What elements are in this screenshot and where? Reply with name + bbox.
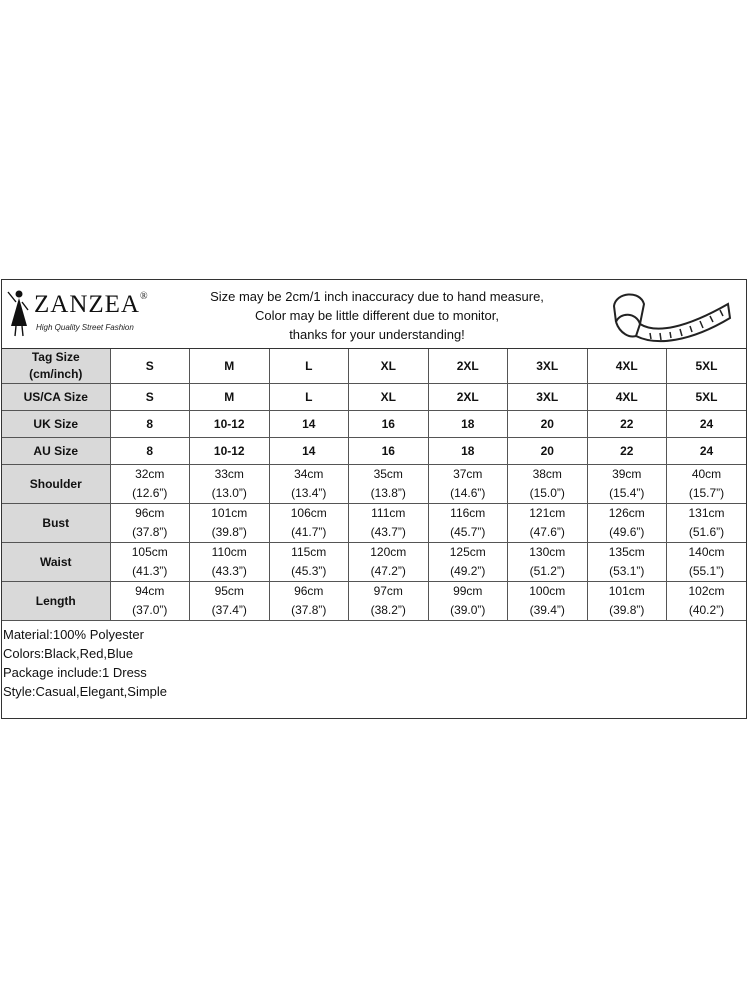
cell-value: 5XL <box>695 390 718 404</box>
table-cell <box>587 504 667 543</box>
table-cell <box>349 349 429 384</box>
cell-value: 2XL <box>456 359 479 373</box>
cell-inches: (49.2”) <box>450 564 486 578</box>
product-details <box>2 621 746 701</box>
cell-value: 96cm <box>294 584 324 598</box>
cell-value: 131cm <box>688 506 725 520</box>
cell-value: L <box>305 390 313 404</box>
table-cell <box>667 384 747 411</box>
table-cell <box>349 543 429 582</box>
table-cell <box>110 465 190 504</box>
row-label <box>2 384 110 411</box>
table-cell <box>667 438 747 465</box>
cell-inches: (40.2”) <box>688 603 725 617</box>
material-text: Material:100% Polyester <box>3 627 144 642</box>
table-cell <box>587 465 667 504</box>
cell-inches: (13.0”) <box>211 486 247 500</box>
cell-value: 120cm <box>370 545 407 559</box>
table-cell <box>587 411 667 438</box>
table-cell <box>508 543 588 582</box>
table-cell <box>110 543 190 582</box>
table-cell <box>269 438 349 465</box>
cell-value: 18 <box>461 444 475 458</box>
table-cell <box>269 411 349 438</box>
cell-inches: (15.4”) <box>609 486 645 500</box>
row-label-line: Waist <box>39 554 72 569</box>
measuring-tape-icon <box>606 284 734 344</box>
cell-value: 8 <box>146 417 154 431</box>
cell-inches: (15.0”) <box>529 486 565 500</box>
cell-value: 121cm <box>529 506 566 520</box>
cell-inches: (37.8”) <box>132 525 168 539</box>
table-cell <box>667 582 747 621</box>
cell-value: 18 <box>461 417 475 431</box>
table-cell <box>667 465 747 504</box>
cell-value: 3XL <box>536 390 559 404</box>
row-label-line: Shoulder <box>29 476 82 491</box>
notice-line: Color may be little different due to monitor, <box>255 308 499 323</box>
cell-value: M <box>224 390 235 404</box>
cell-inches: (45.3”) <box>291 564 327 578</box>
cell-value: 99cm <box>453 584 483 598</box>
cell-value: 96cm <box>135 506 165 520</box>
table-cell <box>349 504 429 543</box>
cell-value: 126cm <box>608 506 645 520</box>
cell-value: XL <box>380 390 396 404</box>
table-cell <box>508 411 588 438</box>
table-row <box>2 349 746 384</box>
table-cell <box>428 411 508 438</box>
table-cell <box>667 411 747 438</box>
cell-value: 24 <box>699 417 714 431</box>
row-label <box>2 582 110 621</box>
table-cell <box>190 465 270 504</box>
table-cell <box>428 438 508 465</box>
colors-text: Colors:Black,Red,Blue <box>3 646 134 661</box>
cell-value: 14 <box>302 417 316 431</box>
table-cell <box>587 384 667 411</box>
cell-inches: (37.8”) <box>291 603 327 617</box>
cell-value: 35cm <box>373 467 403 481</box>
cell-value: 106cm <box>290 506 327 520</box>
table-cell <box>508 504 588 543</box>
table-row <box>2 504 746 543</box>
table-cell <box>349 438 429 465</box>
table-cell <box>428 349 508 384</box>
cell-value: 39cm <box>612 467 642 481</box>
row-label <box>2 438 110 465</box>
cell-value: 34cm <box>294 467 324 481</box>
table-cell <box>349 465 429 504</box>
cell-value: 32cm <box>135 467 165 481</box>
cell-value: 110cm <box>211 545 247 559</box>
row-label <box>2 411 110 438</box>
cell-inches: (55.1”) <box>688 564 725 578</box>
cell-value: 97cm <box>373 584 403 598</box>
cell-inches: (14.6”) <box>450 486 486 500</box>
cell-inches: (37.0”) <box>132 603 168 617</box>
cell-value: L <box>305 359 313 373</box>
brand-name: ZANZEA® <box>34 291 148 318</box>
table-cell <box>190 582 270 621</box>
table-cell <box>190 384 270 411</box>
notice-line: thanks for your understanding! <box>289 327 465 342</box>
table-cell <box>667 504 747 543</box>
row-label-line: (cm/inch) <box>29 367 83 381</box>
row-label-line: AU Size <box>33 443 79 458</box>
cell-value: 5XL <box>695 359 718 373</box>
cell-inches: (39.8”) <box>609 603 645 617</box>
table-cell <box>190 438 270 465</box>
table-cell <box>428 582 508 621</box>
cell-value: 2XL <box>456 390 479 404</box>
cell-value: 22 <box>620 417 634 431</box>
cell-value: 105cm <box>131 545 168 559</box>
cell-inches: (47.2”) <box>370 564 406 578</box>
cell-value: 111cm <box>371 506 406 520</box>
cell-inches: (39.8”) <box>211 525 247 539</box>
cell-value: 101cm <box>608 584 645 598</box>
table-cell <box>587 543 667 582</box>
table-cell <box>190 504 270 543</box>
row-label <box>2 349 110 384</box>
table-cell <box>428 465 508 504</box>
cell-inches: (39.0”) <box>450 603 486 617</box>
table-cell <box>269 582 349 621</box>
cell-value: M <box>224 359 235 373</box>
row-label-line: Tag Size <box>31 350 80 364</box>
cell-value: 94cm <box>135 584 165 598</box>
table-row <box>2 384 746 411</box>
cell-value: 101cm <box>211 506 248 520</box>
package-text: Package include:1 Dress <box>3 665 147 680</box>
table-cell <box>110 411 190 438</box>
cell-value: 95cm <box>214 584 244 598</box>
table-cell <box>349 384 429 411</box>
cell-value: 40cm <box>691 467 722 481</box>
cell-inches: (41.7”) <box>291 525 327 539</box>
style-text: Style:Casual,Elegant,Simple <box>3 684 168 699</box>
row-label <box>2 543 110 582</box>
cell-value: 115cm <box>291 545 327 559</box>
cell-value: 16 <box>381 417 395 431</box>
cell-value: 140cm <box>688 545 725 559</box>
table-cell <box>269 384 349 411</box>
cell-value: 130cm <box>529 545 566 559</box>
cell-value: S <box>145 390 154 404</box>
cell-value: 16 <box>381 444 395 458</box>
cell-inches: (43.3”) <box>211 564 247 578</box>
table-cell <box>190 411 270 438</box>
cell-inches: (38.2”) <box>370 603 406 617</box>
cell-inches: (37.4”) <box>211 603 247 617</box>
table-cell <box>587 582 667 621</box>
cell-value: 38cm <box>532 467 562 481</box>
table-cell <box>428 384 508 411</box>
row-label-line: US/CA Size <box>23 389 88 404</box>
cell-value: 22 <box>620 444 634 458</box>
table-cell <box>428 504 508 543</box>
cell-inches: (13.8”) <box>370 486 406 500</box>
cell-inches: (39.4”) <box>529 603 565 617</box>
table-cell <box>110 438 190 465</box>
table-cell <box>110 349 190 384</box>
cell-value: 8 <box>146 444 154 458</box>
cell-value: XL <box>380 359 396 373</box>
brand-tagline: High Quality Street Fashion <box>36 323 134 332</box>
cell-value: 10-12 <box>213 444 245 458</box>
table-cell <box>269 349 349 384</box>
cell-value: 33cm <box>214 467 244 481</box>
cell-inches: (12.6”) <box>132 486 168 500</box>
cell-value: 37cm <box>453 467 483 481</box>
table-row <box>2 543 746 582</box>
table-cell <box>508 438 588 465</box>
cell-inches: (51.6”) <box>688 525 725 539</box>
table-cell <box>269 504 349 543</box>
cell-value: 20 <box>540 444 554 458</box>
table-cell <box>110 582 190 621</box>
table-cell <box>508 384 588 411</box>
row-label-line: Length <box>35 593 76 608</box>
cell-value: 3XL <box>536 359 559 373</box>
table-cell <box>349 411 429 438</box>
fashion-figure-icon <box>6 288 32 338</box>
table-cell <box>269 543 349 582</box>
cell-inches: (15.7”) <box>688 486 725 500</box>
cell-value: 4XL <box>615 359 638 373</box>
size-chart <box>1 279 747 719</box>
cell-inches: (41.3”) <box>132 564 168 578</box>
table-cell <box>587 349 667 384</box>
table-cell <box>190 543 270 582</box>
cell-value: S <box>145 359 154 373</box>
row-label <box>2 504 110 543</box>
cell-value: 116cm <box>450 506 486 520</box>
cell-value: 4XL <box>615 390 638 404</box>
chart-header <box>2 280 746 349</box>
size-table <box>2 349 746 621</box>
cell-inches: (43.7”) <box>370 525 406 539</box>
cell-value: 102cm <box>688 584 725 598</box>
cell-inches: (51.2”) <box>529 564 565 578</box>
cell-value: 125cm <box>449 545 486 559</box>
table-cell <box>667 349 747 384</box>
brand-logo <box>6 288 156 340</box>
table-row <box>2 465 746 504</box>
cell-inches: (49.6”) <box>609 525 645 539</box>
table-cell <box>269 465 349 504</box>
table-cell <box>667 543 747 582</box>
table-cell <box>508 582 588 621</box>
table-row <box>2 582 746 621</box>
cell-value: 20 <box>540 417 554 431</box>
table-cell <box>508 349 588 384</box>
cell-value: 10-12 <box>213 417 245 431</box>
table-row <box>2 411 746 438</box>
measurement-notice <box>182 287 572 344</box>
cell-inches: (45.7”) <box>450 525 486 539</box>
row-label-line: Bust <box>42 515 70 530</box>
table-cell <box>587 438 667 465</box>
row-label <box>2 465 110 504</box>
cell-value: 24 <box>699 444 714 458</box>
cell-value: 135cm <box>608 545 645 559</box>
cell-inches: (47.6”) <box>529 525 565 539</box>
cell-inches: (53.1”) <box>609 564 645 578</box>
cell-inches: (13.4”) <box>291 486 327 500</box>
notice-line: Size may be 2cm/1 inch inaccuracy due to hand measure, <box>210 289 544 304</box>
cell-value: 14 <box>302 444 316 458</box>
table-cell <box>110 384 190 411</box>
table-cell <box>508 465 588 504</box>
table-cell <box>428 543 508 582</box>
cell-value: 100cm <box>529 584 566 598</box>
table-cell <box>110 504 190 543</box>
table-cell <box>190 349 270 384</box>
row-label-line: UK Size <box>33 416 79 431</box>
table-cell <box>349 582 429 621</box>
table-row <box>2 438 746 465</box>
